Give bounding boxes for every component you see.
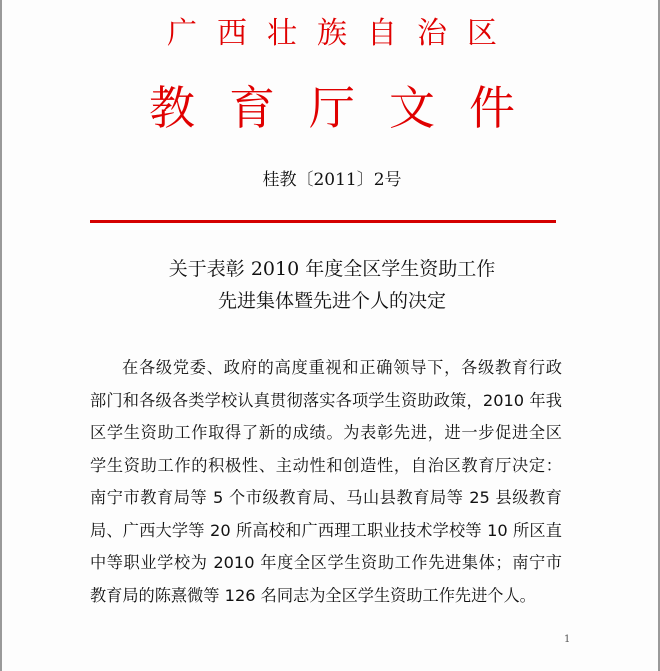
issuer-department-heading: 教育厅文件	[149, 81, 549, 135]
document-title-line-2: 先进集体暨先进个人的决定	[217, 290, 446, 312]
body-line: 中等职业学校为 2010 年度全区学生资助工作先进集体；南宁市	[90, 553, 562, 572]
body-line: 南宁市教育局等 5 个市级教育局、马山县教育局等 25 县级教育	[90, 488, 562, 507]
body-line: 在各级党委、政府的高度重视和正确领导下，各级教育行政	[122, 358, 562, 377]
document-body	[90, 352, 562, 612]
page-number: 1	[564, 634, 571, 645]
body-line: 部门和各级各类学校认真贯彻落实各项学生资助政策，2010 年我	[90, 390, 562, 410]
body-line: 教育局的陈熹微等 126 名同志为全区学生资助工作先进个人。	[90, 585, 536, 605]
body-line: 局、广西大学等 20 所高校和广西理工职业技术学校等 10 所区直	[90, 520, 562, 540]
red-header-divider	[90, 220, 556, 223]
body-line: 学生资助工作的积极性、主动性和创造性，自治区教育厅决定：	[90, 455, 562, 475]
issuer-region-heading: 广西壮族自治区	[167, 16, 517, 51]
document-number: 桂教〔2011〕2号	[262, 170, 402, 190]
body-line: 区学生资助工作取得了新的成绩。为表彰先进，进一步促进全区	[90, 423, 562, 442]
document-title-line-1: 关于表彰 2010 年度全区学生资助工作	[168, 258, 496, 280]
